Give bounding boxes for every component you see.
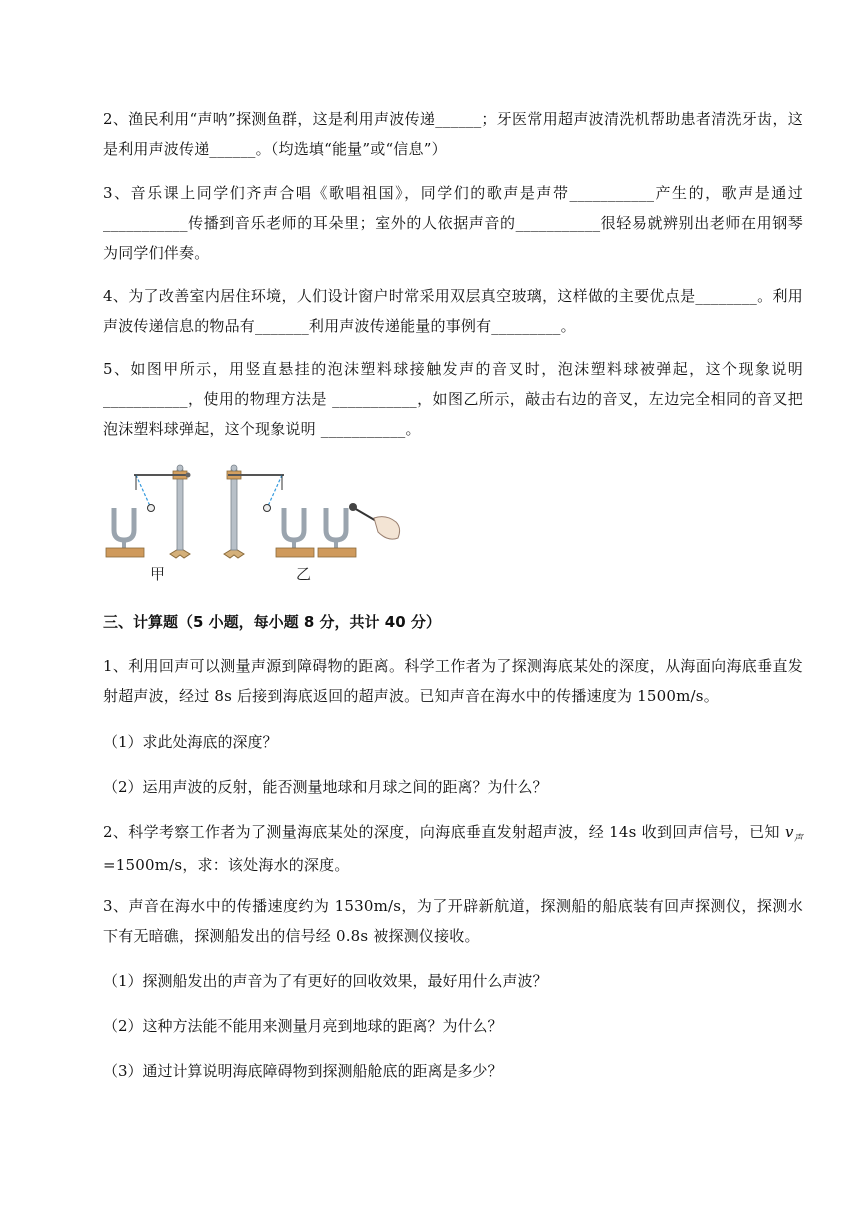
calc-question-2-text-b: =1500m/s，求：该处海水的深度。 <box>103 856 350 874</box>
tuning-fork-figure <box>100 458 410 588</box>
calc-question-3-part-2: （2）这种方法能不能用来测量月亮到地球的距离？为什么？ <box>103 1017 503 1035</box>
question-4-double-glazing: 4、为了改善室内居住环境，人们设计窗户时常采用双层真空玻璃，这样做的主要优点是________。利用声波传递信息的物品有_______利用声波传递能量的事例有_________。 <box>103 287 803 335</box>
figure-jia-apparatus <box>106 465 191 583</box>
calc-question-2-text-a: 2、科学考察工作者为了测量海底某处的深度，向海底垂直发射超声波，经 14s 收到回声信号，已知 <box>103 823 785 841</box>
velocity-subscript: 声 <box>793 834 803 844</box>
velocity-symbol: v <box>784 823 794 841</box>
figure-yi-apparatus <box>224 465 400 583</box>
calc-question-2 <box>103 817 803 880</box>
figure-label-jia: 甲 <box>150 565 166 583</box>
question-3-choir: 3、音乐课上同学们齐声合唱《歌唱祖国》，同学们的歌声是声带___________产生的，歌声是通过___________传播到音乐老师的耳朵里；室外的人依据声音的___________很轻易就辨别出老师在用钢琴为同学们伴奏。 <box>103 184 803 262</box>
calc-question-3-part-3: （3）通过计算说明海底障碍物到探测船舱底的距离是多少？ <box>103 1062 503 1080</box>
calc-question-1-part-2: （2）运用声波的反射，能否测量地球和月球之间的距离？为什么？ <box>103 778 548 796</box>
calc-question-1: 1、利用回声可以测量声源到障碍物的距离。科学工作者为了探测海底某处的深度，从海面向海底垂直发射超声波，经过 8s 后接到海底返回的超声波。已知声音在海水中的传播速度为 1500m/s。 <box>103 657 803 705</box>
question-5-tuning-fork: 5、如图甲所示，用竖直悬挂的泡沫塑料球接触发声的音叉时，泡沫塑料球被弹起，这个现象说明___________，使用的物理方法是 ___________，如图乙所示，敲击右边的音叉，左边完全相同的音叉把泡沫塑料球弹起，这个现象说明 ___________。 <box>103 360 803 438</box>
calc-question-3-part-1: （1）探测船发出的声音为了有更好的回收效果，最好用什么声波？ <box>103 972 548 990</box>
calc-question-3: 3、声音在海水中的传播速度约为 1530m/s，为了开辟新航道，探测船的船底装有回声探测仪，探测水下有无暗礁，探测船发出的信号经 0.8s 被探测仪接收。 <box>103 897 803 945</box>
section-3-heading: 三、计算题（5 小题，每小题 8 分，共计 40 分） <box>103 613 441 631</box>
figure-label-yi: 乙 <box>296 565 312 583</box>
calc-question-1-part-1: （1）求此处海底的深度？ <box>103 733 278 751</box>
question-2-sonar: 2、渔民利用“声呐”探测鱼群，这是利用声波传递______；牙医常用超声波清洗机帮助患者清洗牙齿，这是利用声波传递______。（均选填“能量”或“信息”） <box>103 110 803 158</box>
